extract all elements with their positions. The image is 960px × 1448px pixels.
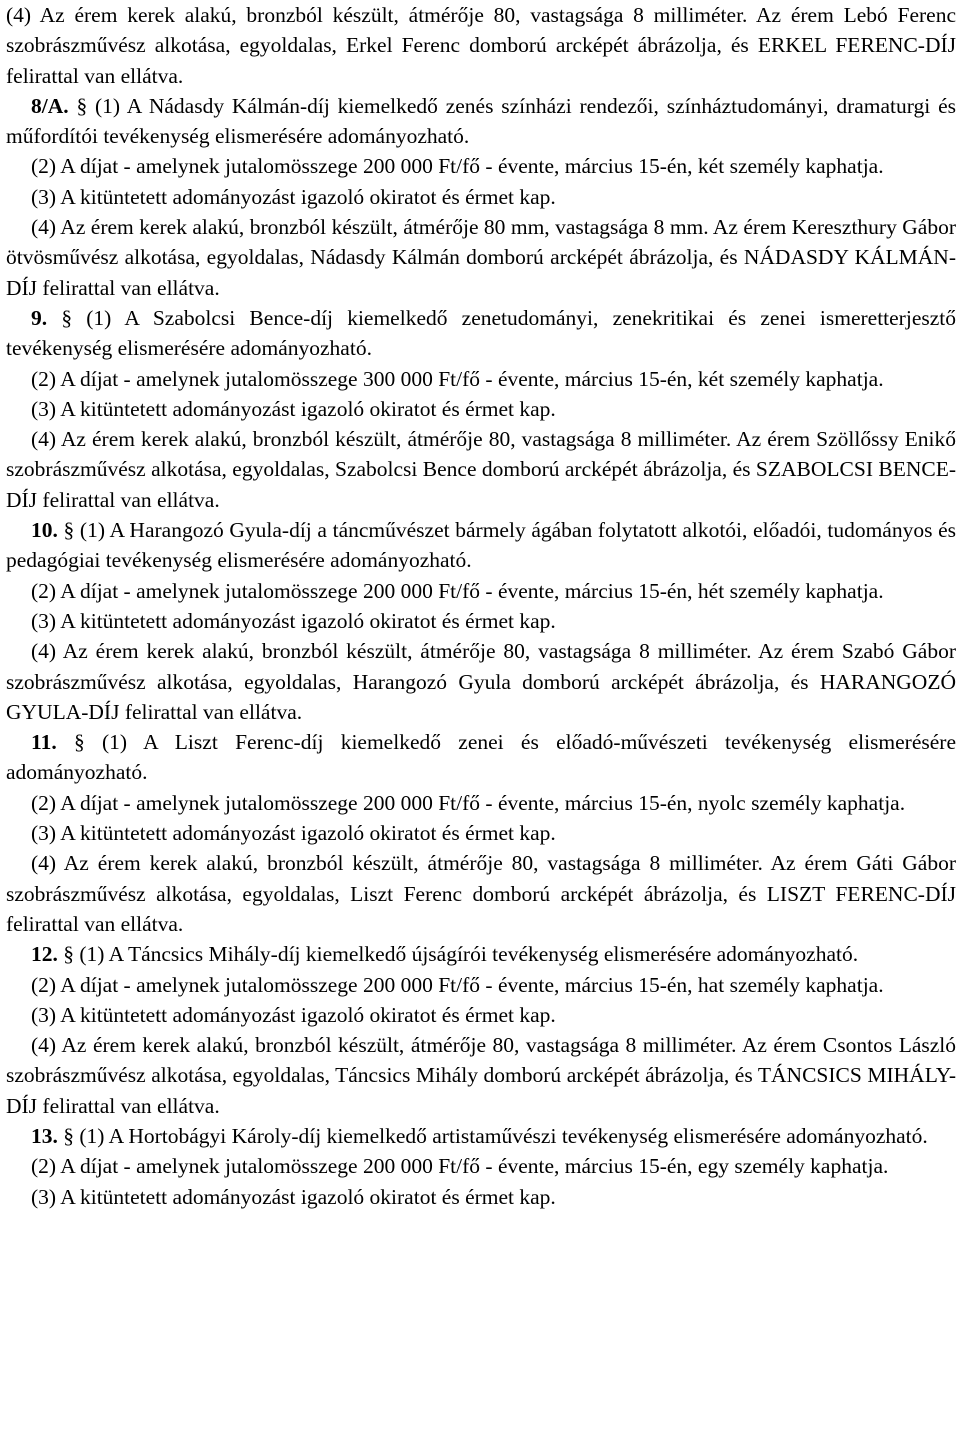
section-8a-paragraph-1 bbox=[6, 91, 956, 152]
section-13-paragraph-1 bbox=[6, 1121, 956, 1151]
section-text: § (1) A Liszt Ferenc-díj kiemelkedő zenei és előadó-művészeti tevékenység elismerésére adományozható. bbox=[6, 730, 956, 785]
document-page bbox=[6, 0, 956, 1212]
section-text: § (1) A Nádasdy Kálmán-díj kiemelkedő zenés színházi rendezői, színháztudományi, dramaturgi és műfordítói tevékenység elismerésére adományozható. bbox=[6, 93, 956, 149]
section-13-paragraph-2: (2) A díjat - amelynek jutalomösszege 200 000 Ft/fő - évente, március 15-én, egy személy kaphatja. bbox=[31, 1154, 889, 1179]
section-10-paragraph-3: (3) A kitüntetett adományozást igazoló okiratot és érmet kap. bbox=[31, 608, 556, 633]
section-8a-paragraph-3: (3) A kitüntetett adományozást igazoló okiratot és érmet kap. bbox=[31, 184, 556, 209]
section-9-paragraph-3: (3) A kitüntetett adományozást igazoló okiratot és érmet kap. bbox=[31, 396, 556, 421]
section-11-paragraph-4: (4) Az érem kerek alakú, bronzból készült, átmérője 80, vastagsága 8 milliméter. Az érem Gáti Gábor szobrászművész alkotása, egyoldalas, Liszt Ferenc domború arcképét ábrázolja, és LISZT FERENC-DÍJ felirattal van ellátva. bbox=[6, 851, 956, 936]
section-10-paragraph-1 bbox=[6, 515, 956, 576]
section-text: § (1) A Hortobágyi Károly-díj kiemelkedő artistaművészi tevékenység elismerésére adományozható. bbox=[63, 1123, 928, 1148]
section-9-paragraph-4: (4) Az érem kerek alakú, bronzból készült, átmérője 80, vastagsága 8 milliméter. Az érem Szöllőssy Enikő szobrászművész alkotása, egyoldalas, Szabolcsi Bence domború arcképét ábrázolja, és SZABOLCSI BENCE-DÍJ felirattal van ellátva. bbox=[6, 427, 956, 512]
section-12-paragraph-1 bbox=[6, 939, 956, 969]
paragraph-7-4: (4) Az érem kerek alakú, bronzból készült, átmérője 80, vastagsága 8 milliméter. Az érem Lebó Ferenc szobrászművész alkotása, egyoldalas, Erkel Ferenc domború arcképét ábrázolja, és ERKEL FERENC-DÍJ felirattal van ellátva. bbox=[6, 3, 956, 88]
section-number-12: 12. bbox=[31, 942, 58, 967]
section-text: § (1) A Táncsics Mihály-díj kiemelkedő újságírói tevékenység elismerésére adományozható. bbox=[63, 942, 859, 967]
section-11-paragraph-2: (2) A díjat - amelynek jutalomösszege 200 000 Ft/fő - évente, március 15-én, nyolc személy kaphatja. bbox=[31, 790, 906, 815]
section-9-paragraph-1 bbox=[6, 303, 956, 364]
section-number-13: 13. bbox=[31, 1123, 58, 1148]
section-number-8a: 8/A. bbox=[31, 93, 69, 118]
section-text: § (1) A Szabolcsi Bence-díj kiemelkedő zenetudományi, zenekritikai és zenei ismeretterjesztő tevékenység elismerésére adományozható. bbox=[6, 305, 956, 361]
section-10-paragraph-2: (2) A díjat - amelynek jutalomösszege 200 000 Ft/fő - évente, március 15-én, hét személy kaphatja. bbox=[31, 578, 884, 603]
section-number-11: 11. bbox=[31, 730, 57, 755]
section-12-paragraph-4: (4) Az érem kerek alakú, bronzból készült, átmérője 80, vastagsága 8 milliméter. Az érem Csontos László szobrászművész alkotása, egyoldalas, Táncsics Mihály domború arcképét ábrázolja, és TÁNCSICS MIHÁLY-DÍJ felirattal van ellátva. bbox=[6, 1033, 956, 1118]
section-9-paragraph-2: (2) A díjat - amelynek jutalomösszege 300 000 Ft/fő - évente, március 15-én, két személy kaphatja. bbox=[31, 366, 884, 391]
section-13-paragraph-3: (3) A kitüntetett adományozást igazoló okiratot és érmet kap. bbox=[31, 1184, 556, 1209]
section-11-paragraph-1 bbox=[6, 727, 956, 788]
section-number-9: 9. bbox=[31, 305, 48, 330]
section-12-paragraph-2: (2) A díjat - amelynek jutalomösszege 200 000 Ft/fő - évente, március 15-én, hat személy kaphatja. bbox=[31, 972, 884, 997]
section-12-paragraph-3: (3) A kitüntetett adományozást igazoló okiratot és érmet kap. bbox=[31, 1002, 556, 1027]
section-text: § (1) A Harangozó Gyula-díj a táncművészet bármely ágában folytatott alkotói, előadói, tudományos és pedagógiai tevékenység elismerésére adományozható. bbox=[6, 518, 957, 573]
section-number-10: 10. bbox=[31, 518, 58, 543]
section-8a-paragraph-4: (4) Az érem kerek alakú, bronzból készült, átmérője 80 mm, vastagsága 8 mm. Az érem Kereszthury Gábor ötvösművész alkotása, egyoldalas, Nádasdy Kálmán domború arcképét ábrázolja, és NÁDASDY KÁLMÁN-DÍJ felirattal van ellátva. bbox=[6, 215, 956, 300]
section-8a-paragraph-2: (2) A díjat - amelynek jutalomösszege 200 000 Ft/fő - évente, március 15-én, két személy kaphatja. bbox=[31, 154, 884, 179]
section-10-paragraph-4: (4) Az érem kerek alakú, bronzból készült, átmérője 80, vastagsága 8 milliméter. Az érem Szabó Gábor szobrászművész alkotása, egyoldalas, Harangozó Gyula domború arcképét ábrázolja, és HARANGOZÓ GYULA-DÍJ felirattal van ellátva. bbox=[6, 639, 956, 724]
section-11-paragraph-3: (3) A kitüntetett adományozást igazoló okiratot és érmet kap. bbox=[31, 821, 556, 846]
